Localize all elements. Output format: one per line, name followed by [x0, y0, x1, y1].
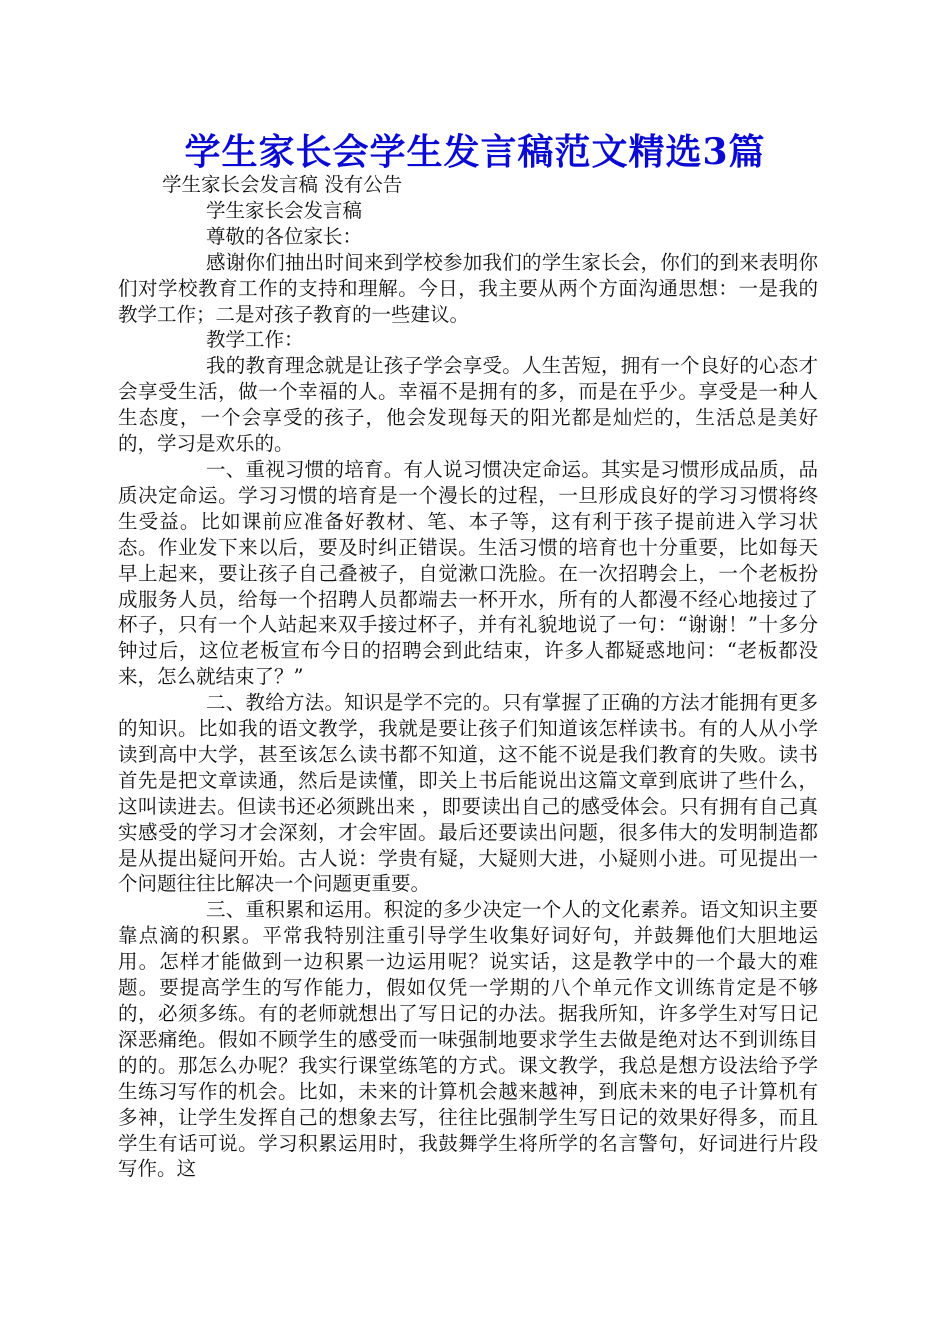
- paragraph-heading: 学生家长会发言稿: [206, 198, 363, 222]
- document-body: [118, 172, 818, 1182]
- document-title: 学生家长会学生发言稿范文精选3篇: [184, 131, 766, 173]
- paragraph-philosophy: 我的教育理念就是让孩子学会享受。人生苦短，拥有一个良好的心态才会享受生活，做一个幸福的人。幸福不是拥有的多，而是在乎少。享受是一种人生态度，一个会享受的孩子，他会发现每天的阳光都是灿烂的，生活总是美好的，学习是欢乐的。: [118, 354, 818, 456]
- paragraph-section-label: 教学工作：: [206, 328, 304, 352]
- paragraph-salutation: 尊敬的各位家长：: [206, 224, 363, 248]
- paragraph-intro: 感谢你们抽出时间来到学校参加我们的学生家长会，你们的到来表明你们对学校教育工作的支持和理解。今日，我主要从两个方面沟通思想：一是我的教学工作；二是对孩子教育的一些建议。: [118, 250, 818, 326]
- paragraph-subtitle: 学生家长会发言稿 没有公告: [162, 173, 403, 196]
- paragraph-point-one: 一、重视习惯的培育。有人说习惯决定命运。其实是习惯形成品质，品质决定命运。学习习惯的培育是一个漫长的过程，一旦形成良好的学习习惯将终生受益。比如课前应准备好教材、笔、本子等，这有利于孩子提前进入学习状态。作业发下来以后，要及时纠正错误。生活习惯的培育也十分重要，比如每天早上起来，要让孩子自己叠被子，自觉漱口洗脸。在一次招聘会上，一个老板扮成服务人员，给每一个招聘人员都端去一杯开水，所有的人都漫不经心地接过了杯子，只有一个人站起来双手接过杯子，并有礼貌地说了一句：“谢谢！”十多分钟过后，这位老板宣布今日的招聘会到此结束，许多人都疑惑地问：“老板都没来，怎么就结束了？”: [118, 457, 818, 689]
- paragraph-point-two: 二、教给方法。知识是学不完的。只有掌握了正确的方法才能拥有更多的知识。比如我的语文教学，我就是要让孩子们知道该怎样读书。有的人从小学读到高中大学，甚至该怎么读书都不知道，这不能不说是我们教育的失败。读书首先是把文章读通，然后是读懂，即关上书后能说出这篇文章到底讲了些什么，这叫读进去。但读书还必须跳出来 ，即要读出自己的感受体会。只有拥有自己真实感受的学习才会深刻，才会牢固。最后还要读出问题，很多伟大的发明制造都是从提出疑问开始。古人说：学贵有疑，大疑则大进，小疑则小进。可见提出一个问题往往比解决一个问题更重要。: [118, 691, 818, 896]
- paragraph-point-three: 三、重积累和运用。积淀的多少决定一个人的文化素养。语文知识主要靠点滴的积累。平常我特别注重引导学生收集好词好句，并鼓舞他们大胆地运用。怎样才能做到一边积累一边运用呢？说实话，这是教学中的一个最大的难题。要提高学生的写作能力，假如仅凭一学期的八个单元作文训练肯定是不够的，必须多练。有的老师就想出了写日记的办法。据我所知，许多学生对写日记深恶痛绝。假如不顾学生的感受而一味强制地要求学生去做是绝对达不到训练目的的。那怎么办呢？我实行课堂练笔的方式。课文教学，我总是想方设法给予学生练习写作的机会。比如，未来的计算机会越来越神，到底未来的电子计算机有多神，让学生发挥自己的想象去写，往往比强制学生写日记的效果好得多，而且学生有话可说。学习积累运用时，我鼓舞学生将所学的名言警句，好词进行片段写作。这: [118, 898, 818, 1181]
